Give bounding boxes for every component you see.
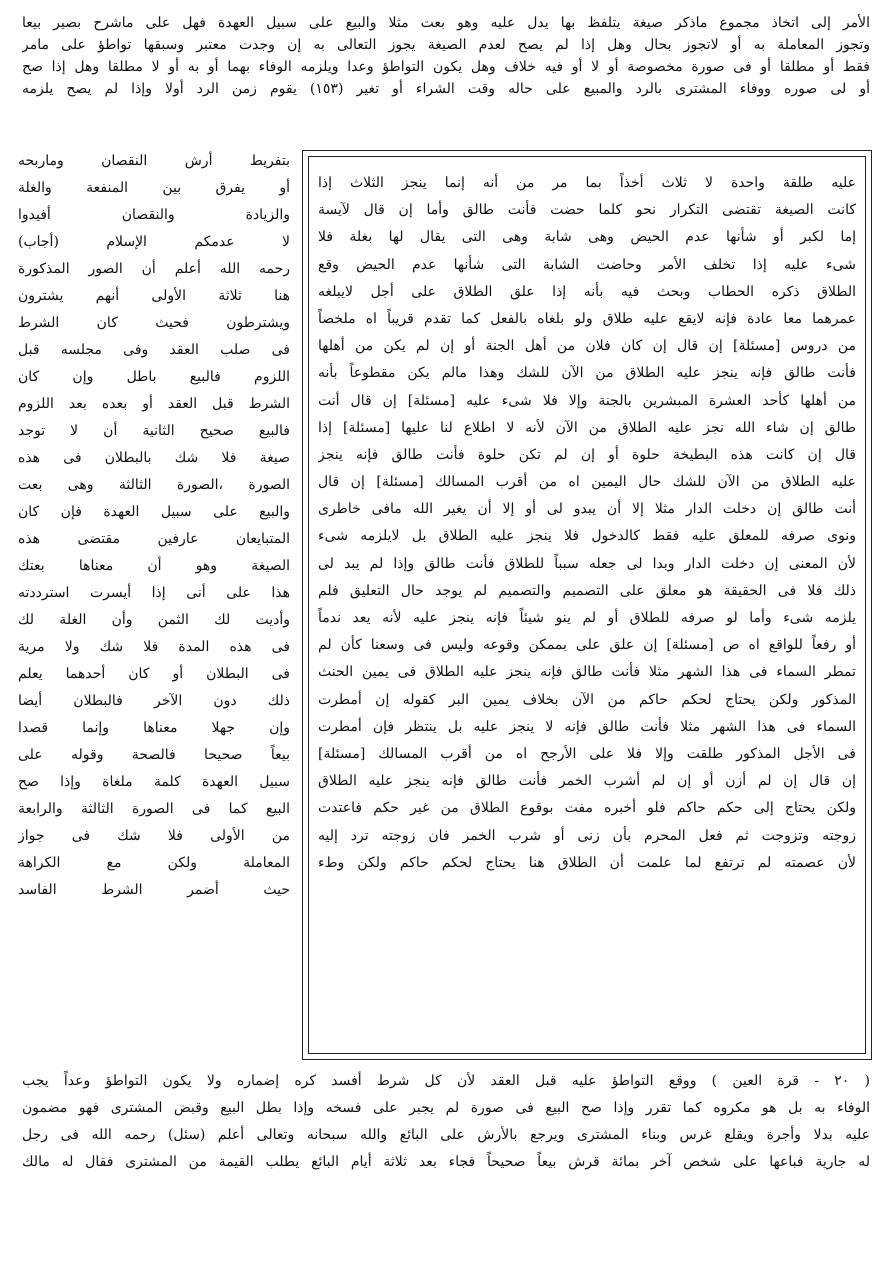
text-line: وتجوز المعاملة به أو لاتجوز بحال وهل إذا لم يصح لعدم الصيغة يجوز التعالى به إن وجدت معتبر وسبقها تواطؤ على مامر — [22, 37, 870, 53]
bottom-text-block — [22, 1068, 870, 1176]
text-line: فى الأجل المذكور طلقت وإلا فلا على الأرجح اه من أقرب المسالك [مسئلة] — [318, 745, 856, 762]
text-line: فقط أو مطلقا أو فى صورة مخصوصة أو لا أو فيه خلاف وهل يكون التواطؤ وعدا ويلزمه الوفاء بهما أو به أو لا مطلقا وهل إذا صح — [22, 59, 870, 75]
text-line: بتفريط أرش النقصان وماربحه — [18, 153, 290, 169]
text-line: إما لكبر أو شأنها عدم الحيض وهى شابة وهى التى يقال لها بغلة فلا — [318, 229, 856, 246]
text-line: تمطر السماء فى هذا الشهر مثلا فأنت طالق فإنه ينجز عليه الطلاق فى يمين الحنث — [318, 664, 856, 681]
text-line: أنت طالق إن دخلت الدار مثلا إلا أن يبدو لى أو إلا أن يغير الله مافى خاطرى — [318, 501, 856, 518]
text-line: ويشترطون فحيث كان الشرط — [18, 315, 290, 331]
text-line: زوجته وتزوجت ثم فعل المحرم بأن زنى أو شرب الخمر فان زوجته ترد إليه — [318, 827, 856, 844]
text-line: السماء فى هذا الشهر مثلا فأنت طالق فإنه لا ينجز عليه بل ينتظر فإن أمطرت — [318, 718, 856, 735]
text-line: طالق إن شاء الله نجز عليه الطلاق من الآن لأنه لا اطلاع لنا عليها [مسئلة] إذا — [318, 419, 856, 436]
text-line: الوفاء به بل هو مكروه كما تقرر وإذا صح البيع فى صورة لم يجبر على فسخه وإذا بطل البيع وقبض المشترى فهو مضمون — [22, 1100, 870, 1116]
text-line: من الأولى فلا شك فى جواز — [18, 828, 290, 844]
text-line: الأمر إلى اتخاذ مجموع ماذكر صيغة يتلفظ بها يدل عليه وهو بعت مثلا والبيع على سبيل العهدة فهل على ماشرح بصير بيعا — [22, 15, 870, 31]
text-line: اللزوم فالبيع باطل وإن كان — [18, 369, 290, 385]
text-line: الشرط قبل العقد أو بعده بعد اللزوم — [18, 396, 290, 412]
text-line: سبيل العهدة كلمة ملغاة وإذا صح — [18, 774, 290, 790]
text-line: له جارية فباعها على شخص آخر بمائة قرش بيعاً صحيحاً فجاء بعد ثلاثة أيام البائع يطلب القيمة من المشترى فقال له مالك — [22, 1154, 870, 1170]
text-line: ذلك دون الآخر فالبطلان أيضا — [18, 693, 290, 709]
top-text-block — [22, 12, 870, 100]
text-line: هنا ثلاثة الأولى أنهم يشترون — [18, 288, 290, 304]
text-line: عمرهما معا عادة فإنه لايقع عليه طلاق ولو بلغاه بالفعل كما تقدم قريباً اه ملخصاً — [318, 310, 856, 327]
text-line: فالبيع صحيح الثانية أن لا توجد — [18, 423, 290, 439]
text-line: أو يفرق بين المنفعة والغلة — [18, 180, 290, 196]
text-line: شىء عليه إذا تخلف الأمر وحاضت الشابة التى شأنها عدم الحيض وقع — [318, 256, 856, 273]
text-line: إن قال إن لم أزن أو إن لم أشرب الخمر فأنت طالق فإنه ينجز عليه الطلاق — [318, 773, 856, 790]
text-line: البيع كما فى الصورة الثالثة والرابعة — [18, 801, 290, 817]
main-column-text — [318, 170, 856, 877]
text-line: عليه الطلاق من الآن للشك حال اليمين اه من أقرب المسالك [مسئلة] إن قال — [318, 474, 856, 491]
text-line: من أهلها كأحد العشرة المبشرين بالجنة وإلا فلا شىء عليه [مسئلة] إن قال أنت — [318, 392, 856, 409]
text-line: عليه طلقة واحدة لا ثلاث أخذاً بما مر من أنه إنما ينجز الثلاث إذا — [318, 175, 856, 191]
text-line: وإن جهلا معناها وإنما قصدا — [18, 720, 290, 736]
text-line: ونوى صرفه للمعلق عليه فقط كالدخول فلا ينجز عليه الطلاق بل لايلزمه شىء — [318, 528, 856, 545]
text-line: وأديت لك الثمن وأن الغلة لك — [18, 612, 290, 628]
text-line: قال إن كانت هذه البطيخة حلوة أو إن لم تكن حلوة فأنت طالق فإنه ينجز — [318, 446, 856, 463]
text-line: ولكن يحتاج إلى حكم حاكم فلو أخبره مفت بوقوع الطلاق من غير حكم فاعتدت — [318, 800, 856, 817]
text-line: أو لى صوره ووفاء المشترى بالرد والمبيع على حاله وقت الشراء أو تغير (١٥٣) يقوم زمن الرد أولا وإذا لم يصح يلزمه — [22, 81, 870, 97]
text-line: فأنت طالق فإنه ينجز عليه الطلاق من الآن للشك وهذا مالم يكن مقطوعاً بأنه — [318, 365, 856, 382]
text-line: أو رفعاً للواقع اه ص [مسئلة] إن علق على بممكن وقوعه وليس فى وسعنا كأن لم — [318, 637, 856, 654]
text-line: عليه بدلا وأجرة ويقلع غرس وبناء المشترى ويرجع بالأرش على البائع والله سبحانه وتعالى أعلم (سئل) رحمه الله فى رجل — [22, 1127, 870, 1143]
text-line: الصيغة وهو أن معناها بعتك — [18, 558, 290, 574]
text-line: فى هذه المدة فلا شك ولا مرية — [18, 639, 290, 655]
side-column-text — [18, 148, 290, 904]
text-line: يلزمه شىء وأما لو صرفه للطلاق أو لم ينو شيئاً فإنه ينجز عليه لأنه يعد ندماً — [318, 610, 856, 626]
text-line: لأن عصمته لم ترتفع لما علمت أن الطلاق هنا يحتاج لحكم حاكم ولكن وطء — [318, 854, 856, 871]
text-line: المتبايعان عارفين مقتضى هذه — [18, 531, 290, 547]
text-line: ( ٢٠ - قرة العين ) ووقع التواطؤ عليه قبل العقد لأن كل شرط أفسد كره إضماره ولا يكون التواطؤ وعداً يجب — [22, 1073, 870, 1089]
text-line: من دروس [مسئلة] إن قال إن كان فلان من أهل الجنة أو إن لم يكن من أهلها — [318, 338, 856, 355]
text-line: ذلك فلا فى الحقيقة هو معلق على التصميم والتصميم لم يوجد حال التعليق فلم — [318, 582, 856, 599]
text-line: والبيع على سبيل العهدة فإن كان — [18, 504, 290, 520]
text-line: المذكور ولكن يحتاج لحكم حاكم من الآن بخلاف يمين البر كقوله إن أمطرت — [318, 691, 856, 708]
text-line: حيث أضمر الشرط الفاسد — [18, 882, 290, 898]
text-line: بيعاً صحيحا فالصحة وقوله على — [18, 747, 290, 763]
text-line: لا عدمكم الإسلام (أجاب) — [18, 234, 290, 250]
text-line: الصورة ،الصورة الثالثة وهى بعت — [18, 477, 290, 493]
text-line: هذا على أنى إذا أيسرت استرددته — [18, 585, 290, 601]
text-line: صيغة فلا شك بالبطلان فى هذه — [18, 450, 290, 466]
text-line: والزيادة والنقصان أفيدوا — [18, 207, 290, 223]
text-line: كانت الصيغة تقتضى التكرار نحو كلما حضت فأنت طالق وأما إن قال لآيسة — [318, 202, 856, 219]
text-line: المعاملة ولكن مع الكراهة — [18, 855, 290, 871]
text-line: فى صلب العقد وفى مجلسه قبل — [18, 342, 290, 358]
text-line: لأن المعنى إن دخلت الدار وبدا لى جعله سبباً للطلاق فأنت طالق وإذا لم يبد لى — [318, 555, 856, 572]
text-line: الطلاق ذكره الحطاب وبحث فيه بأنه إذا علق الطلاق على أجل لايبلغه — [318, 283, 856, 300]
text-line: فى البطلان أو كان أحدهما يعلم — [18, 666, 290, 682]
text-line: رحمه الله أعلم أن الصور المذكورة — [18, 261, 290, 277]
